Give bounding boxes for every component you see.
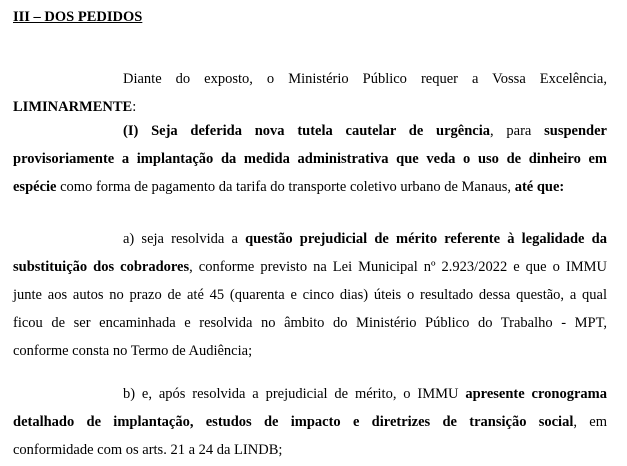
item-i-bold-3: provisoriamente a implantação da medida administrativa que veda o uso de dinheiro em xyxy=(13,151,607,167)
item-b-paragraph xyxy=(13,380,607,464)
item-i-bold-5: até que: xyxy=(514,179,565,195)
item-i-line-2 xyxy=(13,145,607,173)
item-b-bold-2: detalhado de implantação, estudos de impacto e diretrizes de transição social xyxy=(13,414,574,430)
item-a-bold-2: substituição dos cobradores xyxy=(13,259,190,275)
item-i-line-1 xyxy=(13,117,607,145)
item-i-line-3 xyxy=(13,173,607,201)
item-a-bold-1: questão prejudicial de mérito referente à legalidade da xyxy=(245,231,607,247)
item-a-line-3: junte aos autos no prazo de até 45 (quarenta e cinco dias) úteis o resultado dessa questão, a qual xyxy=(13,287,607,303)
item-b-plain-1: b) e, após resolvida a prejudicial de mérito, o IMMU xyxy=(123,386,466,402)
item-a-line-5: conforme consta no Termo de Audiência; xyxy=(13,343,253,359)
item-a-line-4: ficou de ser encaminhada e resolvida no âmbito do Ministério Público do Trabalho - MPT, xyxy=(13,315,607,331)
item-i-plain-1: , para xyxy=(490,123,545,139)
item-a-plain-1: a) seja resolvida a xyxy=(123,231,246,247)
section-heading: III – DOS PEDIDOS xyxy=(13,9,143,25)
item-b-bold-1: apresente cronograma xyxy=(465,386,607,402)
item-b-plain-2: , em xyxy=(573,414,607,430)
item-a-line-2 xyxy=(13,253,607,281)
intro-colon: : xyxy=(132,99,137,115)
item-i-bold-2: suspender xyxy=(544,123,607,139)
item-a-plain-2: , conforme previsto na Lei Municipal nº 2.923/2022 e que o IMMU xyxy=(189,259,607,275)
item-i-plain-2: como forma de pagamento da tarifa do transporte coletivo urbano de Manaus, xyxy=(56,179,515,195)
item-a-paragraph xyxy=(13,225,607,365)
item-i-paragraph xyxy=(13,117,607,201)
item-i-bold-4: espécie xyxy=(13,179,57,195)
item-i-bold-1: (I) Seja deferida nova tutela cautelar de urgência xyxy=(123,123,491,139)
item-b-line-3: conformidade com os arts. 21 a 24 da LINDB; xyxy=(13,442,283,458)
item-b-line-1 xyxy=(13,380,607,408)
intro-line-1: Diante do exposto, o Ministério Público requer a Vossa Excelência, xyxy=(123,71,607,87)
liminarmente-text: LIMINARMENTE xyxy=(13,99,133,115)
intro-paragraph xyxy=(13,65,607,121)
item-b-line-2 xyxy=(13,408,607,436)
item-a-line-1 xyxy=(13,225,607,253)
